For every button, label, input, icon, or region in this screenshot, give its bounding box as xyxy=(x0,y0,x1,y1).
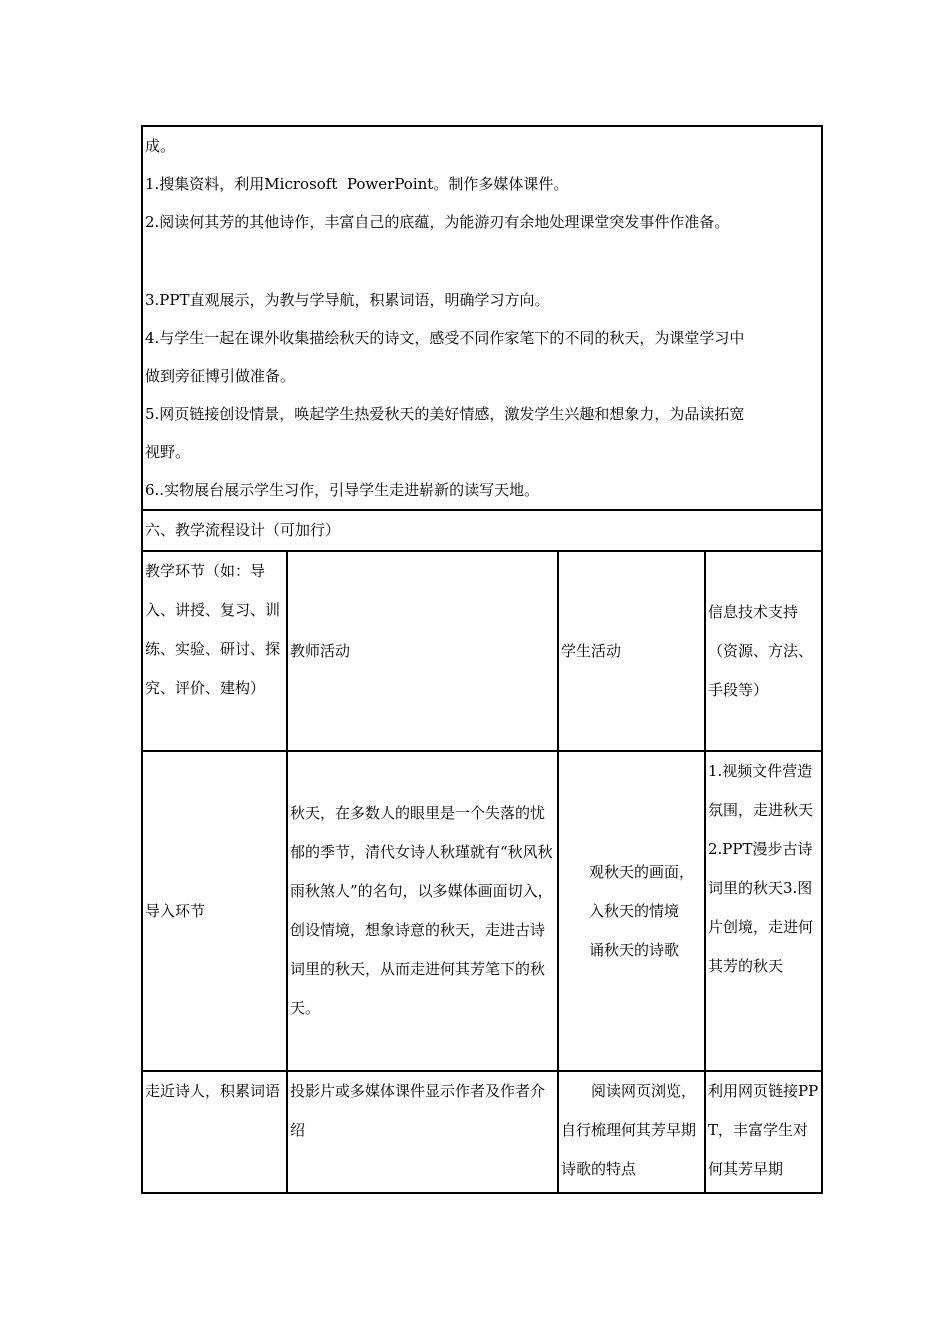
teacher-activity-cell: 投影片或多媒体课件显示作者及作者介绍 xyxy=(287,1071,558,1193)
lesson-plan-table xyxy=(141,125,823,1194)
intro-row xyxy=(142,126,822,510)
student-line-2: 诵秋天的诗歌 xyxy=(589,940,680,959)
table-row xyxy=(142,1071,822,1193)
tech-support-cell: 1.视频文件营造氛围，走进秋天2.PPT漫步古诗词里的秋天3.图片创境，走进何其芳的秋天 xyxy=(705,751,822,1071)
intro-line-4: 3.PPT直观展示，为教与学导航，积累词语，明确学习方向。 xyxy=(145,291,550,309)
student-activity-cell xyxy=(558,751,705,1071)
header-row xyxy=(142,551,822,751)
header-teacher: 教师活动 xyxy=(287,551,558,751)
tech-support-cell: 利用网页链接PPT，丰富学生对何其芳早期 xyxy=(705,1071,822,1193)
header-stage: 教学环节（如：导入、讲授、复习、训练、实验、研讨、探究、评价、建构） xyxy=(142,551,287,751)
teacher-activity-cell: 秋天，在多数人的眼里是一个失落的忧郁的季节，清代女诗人秋瑾就有“秋风秋雨秋煞人”的名句，以多媒体画面切入，创设情境，想象诗意的秋天，走进古诗词里的秋天，从而走进何其芳笔下的秋天。 xyxy=(287,751,558,1071)
intro-line-1: 1.搜集资料，利用Microsoft PowerPoint。制作多媒体课件。 xyxy=(145,175,569,193)
intro-line-5: 4.与学生一起在课外收集描绘秋天的诗文，感受不同作家笔下的不同的秋天，为课堂学习中 xyxy=(145,329,745,347)
section-title: 六、教学流程设计（可加行） xyxy=(142,510,822,551)
intro-line-6: 做到旁征博引做准备。 xyxy=(145,367,296,385)
intro-line-2: 2.阅读何其芳的其他诗作，丰富自己的底蕴，为能游刃有余地处理课堂突发事件作准备。 xyxy=(145,213,730,231)
intro-line-9: 6..实物展台展示学生习作，引导学生走进崭新的读写天地。 xyxy=(145,481,540,499)
preparation-cell xyxy=(142,126,822,510)
table-row xyxy=(142,751,822,1071)
section-title-row xyxy=(142,510,822,551)
header-tech: 信息技术支持（资源、方法、手段等） xyxy=(705,551,822,751)
blank-line xyxy=(145,241,821,281)
intro-line-7: 5.网页链接创设情景，唤起学生热爱秋天的美好情感，激发学生兴趣和想象力，为品读拓宽 xyxy=(145,405,745,423)
intro-line-0: 成。 xyxy=(145,137,176,155)
student-line-0: 观秋天的画面， xyxy=(589,862,695,881)
student-activity-cell: 阅读网页浏览，自行梳理何其芳早期诗歌的特点 xyxy=(558,1071,705,1193)
header-student: 学生活动 xyxy=(558,551,705,751)
stage-cell: 导入环节 xyxy=(142,751,287,1071)
stage-cell: 走近诗人，积累词语 xyxy=(142,1071,287,1193)
student-line-1: 入秋天的情境 xyxy=(589,901,680,920)
intro-line-8: 视野。 xyxy=(145,443,191,461)
